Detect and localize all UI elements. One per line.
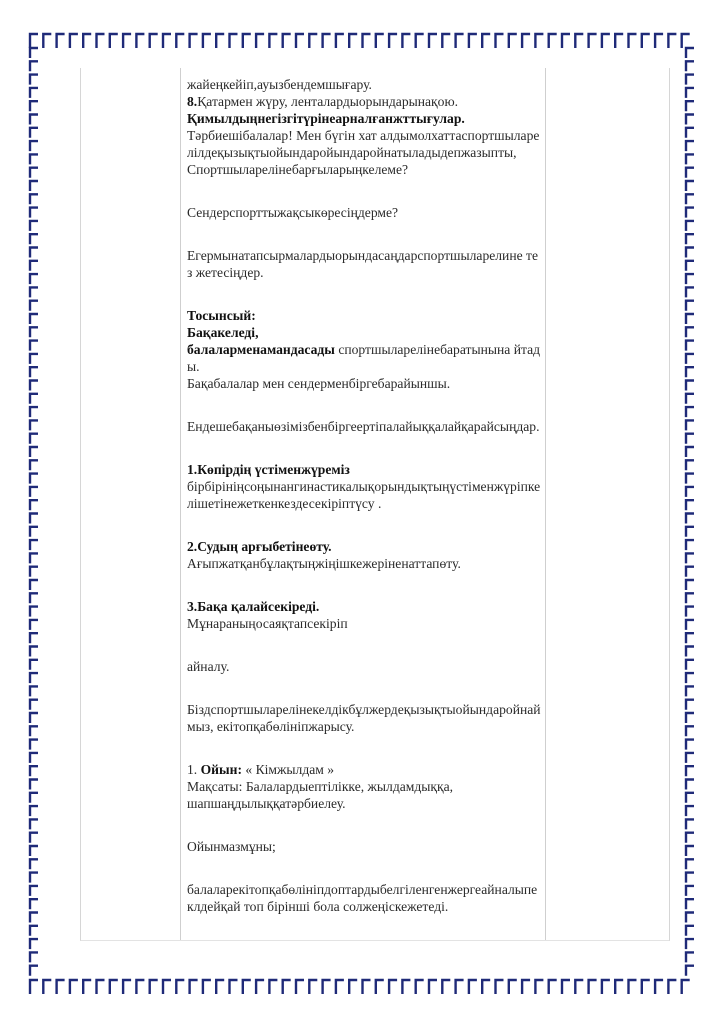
border-ornament [269,34,277,48]
text-line: Мақсаты: Балалардыептілікке, жылдамдыққа, шапшаңдылыққатәрбиелеу. [187,779,454,811]
border-ornament [686,873,694,883]
border-ornament [30,753,38,763]
exercise-heading: 2.Судың арғыбетінеөту. [187,539,332,554]
border-ornament [163,980,171,994]
section-heading: Қимылдыңнегізгітүрінеарналғанжттығулар. [187,111,465,126]
border-ornament [30,593,38,603]
border-ornament [429,980,437,994]
border-ornament [30,939,38,949]
border-ornament [416,980,424,994]
border-ornament [30,740,38,750]
border-ornament [682,980,690,994]
border-ornament [668,980,676,994]
border-ornament [686,287,694,297]
text-line: Ойынмазмұны; [187,839,276,854]
border-ornament [686,394,694,404]
border-ornament [686,607,694,617]
border-ornament [216,980,224,994]
border-ornament [70,34,78,48]
border-ornament [496,980,504,994]
border-ornament [163,34,171,48]
border-ornament [686,48,694,58]
border-ornament [30,474,38,484]
border-ornament [469,34,477,48]
border-ornament [30,341,38,351]
border-ornament [30,660,38,670]
border-ornament [686,966,694,976]
border-ornament [30,420,38,430]
border-ornament [30,806,38,816]
border-ornament [686,713,694,723]
border-ornament [123,980,131,994]
border-ornament [309,34,317,48]
border-ornament [30,234,38,244]
border-ornament [216,34,224,48]
border-ornament [256,980,264,994]
text-line: балаларекітопқабөлініпдоптардыбелгіленгенжергеайналыпеклдейқай топ бірінші бола солжеңіскежетеді. [187,882,538,914]
border-ornament [30,913,38,923]
border-ornament [402,34,410,48]
border-ornament [686,540,694,550]
border-ornament [30,647,38,657]
border-ornament [549,34,557,48]
border-ornament [30,141,38,151]
border-ornament [668,34,676,48]
border-ornament [30,367,38,377]
border-ornament [509,34,517,48]
border-ornament [30,101,38,111]
border-ornament [389,980,397,994]
text-line: Ендешебақаныөзімізбенбіргеертіпалайыққалайқарайсыңдар. [187,419,540,434]
exercise-heading: 3.Бақа қалайсекіреді. [187,599,320,614]
border-ornament [30,181,38,191]
border-ornament [562,34,570,48]
border-ornament [686,766,694,776]
border-ornament [30,168,38,178]
border-ornament [30,527,38,537]
border-ornament [686,620,694,630]
border-ornament [230,34,238,48]
border-ornament [30,287,38,297]
border-ornament [522,34,530,48]
border-ornament [686,593,694,603]
border-ornament [686,434,694,444]
border-ornament [83,34,91,48]
border-ornament [30,607,38,617]
border-ornament [30,301,38,311]
border-ornament [30,567,38,577]
border-ornament [30,793,38,803]
border-ornament [30,580,38,590]
border-ornament [123,34,131,48]
border-ornament [283,980,291,994]
border-ornament [283,34,291,48]
border-ornament [686,487,694,497]
border-ornament [30,514,38,524]
border-ornament [686,327,694,337]
border-ornament [30,208,38,218]
border-ornament [686,567,694,577]
border-ornament [522,980,530,994]
border-ornament [136,34,144,48]
lesson-content-cell [187,76,542,915]
border-ornament [615,34,623,48]
border-ornament [686,128,694,138]
border-ornament [549,980,557,994]
border-ornament [30,633,38,643]
border-ornament [243,34,251,48]
border-ornament [30,700,38,710]
border-ornament [110,980,118,994]
border-ornament [686,75,694,85]
border-ornament [30,221,38,231]
exercise-heading: 1.Көпірдің үстіменжүреміз [187,462,350,477]
text-line: Мұнараныңосаяқтапсекіріп [187,616,348,631]
border-ornament [686,886,694,896]
border-ornament [686,846,694,856]
border-ornament [686,500,694,510]
border-ornament [686,208,694,218]
border-ornament [376,34,384,48]
border-ornament [456,34,464,48]
border-ornament [686,261,694,271]
border-ornament [30,899,38,909]
border-ornament [686,194,694,204]
border-ornament [686,301,694,311]
border-ornament [686,234,694,244]
border-ornament [686,633,694,643]
border-ornament [30,327,38,337]
border-ornament [30,61,38,71]
border-ornament [469,980,477,994]
border-ornament [686,859,694,869]
border-ornament [30,713,38,723]
border-ornament [349,34,357,48]
table-column-divider [545,68,546,940]
border-ornament [203,980,211,994]
border-ornament [686,806,694,816]
border-ornament [30,314,38,324]
border-ornament [349,980,357,994]
border-ornament [686,354,694,364]
border-ornament [30,540,38,550]
border-ornament [30,128,38,138]
text-line: Тәрбиешібалалар! Мен бүгін хат алдымолхаттаспортшыларелілдеқызықтыойындаройындаройнатыладыдепжазыпты, [187,128,540,160]
table-column-divider [180,68,181,940]
border-ornament [482,34,490,48]
border-ornament [686,952,694,962]
border-ornament [150,980,158,994]
border-ornament [589,980,597,994]
text-line: 8.Қатармен жүру, ленталардыорындарынақою. [187,94,459,109]
border-ornament [686,700,694,710]
border-ornament [30,274,38,284]
border-ornament [535,980,543,994]
border-ornament [83,980,91,994]
border-ornament [309,980,317,994]
border-ornament [30,886,38,896]
border-ornament [615,980,623,994]
border-ornament [30,460,38,470]
border-ornament [655,34,663,48]
border-ornament [686,780,694,790]
border-ornament [30,873,38,883]
border-ornament [686,553,694,563]
border-ornament [686,753,694,763]
border-ornament [686,819,694,829]
game-title: 1. Ойын: « Кімжылдам » [187,762,335,777]
border-ornament [190,980,198,994]
border-ornament [686,314,694,324]
border-ornament [686,101,694,111]
border-ornament [686,168,694,178]
border-ornament [363,980,371,994]
border-ornament [30,354,38,364]
border-ornament [416,34,424,48]
border-ornament [686,474,694,484]
border-ornament [442,980,450,994]
border-ornament [30,859,38,869]
border-ornament [686,115,694,125]
border-ornament [482,980,490,994]
text-line: жайеңкейіп,ауызбендемшығару. [187,77,372,92]
border-ornament [642,980,650,994]
border-ornament [429,34,437,48]
border-ornament [686,154,694,164]
border-ornament [43,980,51,994]
border-ornament [30,75,38,85]
border-ornament [686,793,694,803]
surprise-subheading: Бақакеледі, [187,325,259,340]
border-ornament [30,766,38,776]
border-ornament [30,34,38,48]
border-ornament [686,274,694,284]
border-ornament [686,460,694,470]
border-ornament [535,34,543,48]
border-ornament [30,952,38,962]
border-ornament [30,194,38,204]
border-ornament [110,34,118,48]
border-ornament [30,48,38,58]
border-ornament [686,740,694,750]
border-ornament [336,34,344,48]
border-ornament [642,34,650,48]
border-ornament [30,88,38,98]
border-ornament [602,34,610,48]
border-ornament [686,673,694,683]
border-ornament [323,980,331,994]
border-ornament [655,980,663,994]
text-line: Біздспортшыларелінекелдікбұлжердеқызықтыойындаройнаймыз, екітопқабөлініпжарысу. [187,702,541,734]
border-ornament [686,61,694,71]
border-ornament [686,341,694,351]
border-ornament [30,553,38,563]
border-ornament [602,980,610,994]
border-ornament [686,580,694,590]
border-ornament [686,527,694,537]
border-ornament [442,34,450,48]
border-ornament [686,926,694,936]
border-ornament [30,780,38,790]
border-ornament [30,381,38,391]
border-ornament [30,726,38,736]
border-ornament [402,980,410,994]
border-ornament [496,34,504,48]
border-ornament [363,34,371,48]
border-ornament [30,500,38,510]
border-ornament [97,34,105,48]
border-ornament [686,381,694,391]
border-ornament [97,980,105,994]
border-ornament [575,34,583,48]
border-ornament [686,660,694,670]
border-ornament [256,34,264,48]
border-ornament [30,846,38,856]
border-ornament [30,966,38,976]
border-ornament [30,926,38,936]
border-ornament [30,620,38,630]
border-ornament [269,980,277,994]
border-ornament [30,487,38,497]
border-ornament [30,673,38,683]
border-ornament [686,141,694,151]
border-ornament [686,420,694,430]
border-ornament [30,407,38,417]
border-ornament [30,261,38,271]
border-ornament [136,980,144,994]
border-ornament [30,248,38,258]
border-ornament [686,833,694,843]
text-line: Ағыпжатқанбұлақтыңжіңішкежеріненаттапөту. [187,556,461,571]
border-ornament [30,833,38,843]
border-ornament [686,447,694,457]
border-ornament [336,980,344,994]
border-ornament [30,819,38,829]
border-ornament [629,980,637,994]
border-ornament [456,980,464,994]
surprise-heading: Тосынсый: [187,308,256,323]
border-ornament [230,980,238,994]
border-ornament [629,34,637,48]
border-ornament [686,939,694,949]
text-line: Бақабалалар мен сендерменбіргебарайыншы. [187,376,451,391]
border-ornament [589,34,597,48]
border-ornament [686,913,694,923]
border-ornament [30,115,38,125]
border-ornament [686,686,694,696]
border-ornament [686,248,694,258]
border-ornament [57,34,65,48]
border-ornament [30,686,38,696]
border-ornament [296,34,304,48]
border-ornament [176,34,184,48]
border-ornament [686,88,694,98]
border-ornament [686,726,694,736]
text-line: Сендерспорттыжақсыкөресіңдерме? [187,205,399,220]
border-ornament [43,34,51,48]
border-ornament [686,647,694,657]
text-line: Спортшыларелінебарғыларыңкелеме? [187,162,409,177]
border-ornament [176,980,184,994]
border-ornament [682,34,690,48]
border-ornament [190,34,198,48]
border-ornament [575,980,583,994]
border-ornament [30,154,38,164]
border-ornament [686,367,694,377]
border-ornament [686,407,694,417]
border-ornament [686,899,694,909]
text-line: Егермынатапсырмалардыорындасаңдарспортшыларелине тез жетесіңдер. [187,248,539,280]
border-ornament [70,980,78,994]
border-ornament [57,980,65,994]
border-ornament [243,980,251,994]
border-ornament [30,980,38,994]
border-ornament [203,34,211,48]
border-ornament [509,980,517,994]
border-ornament [30,447,38,457]
border-ornament [562,980,570,994]
border-ornament [30,434,38,444]
border-ornament [376,980,384,994]
border-ornament [686,181,694,191]
border-ornament [389,34,397,48]
border-ornament [686,514,694,524]
border-ornament [30,394,38,404]
text-line: бірбірініңсоңынангинастикалықорындықтыңүстіменжүріпкелішетінежеткенкездесекіріптүсу . [187,479,541,511]
border-ornament [150,34,158,48]
border-ornament [686,221,694,231]
border-ornament [296,980,304,994]
border-ornament [323,34,331,48]
text-line: айналу. [187,659,230,674]
text-line: балаларменамандасады спортшыларелінебаратынына йтады. [187,342,541,374]
